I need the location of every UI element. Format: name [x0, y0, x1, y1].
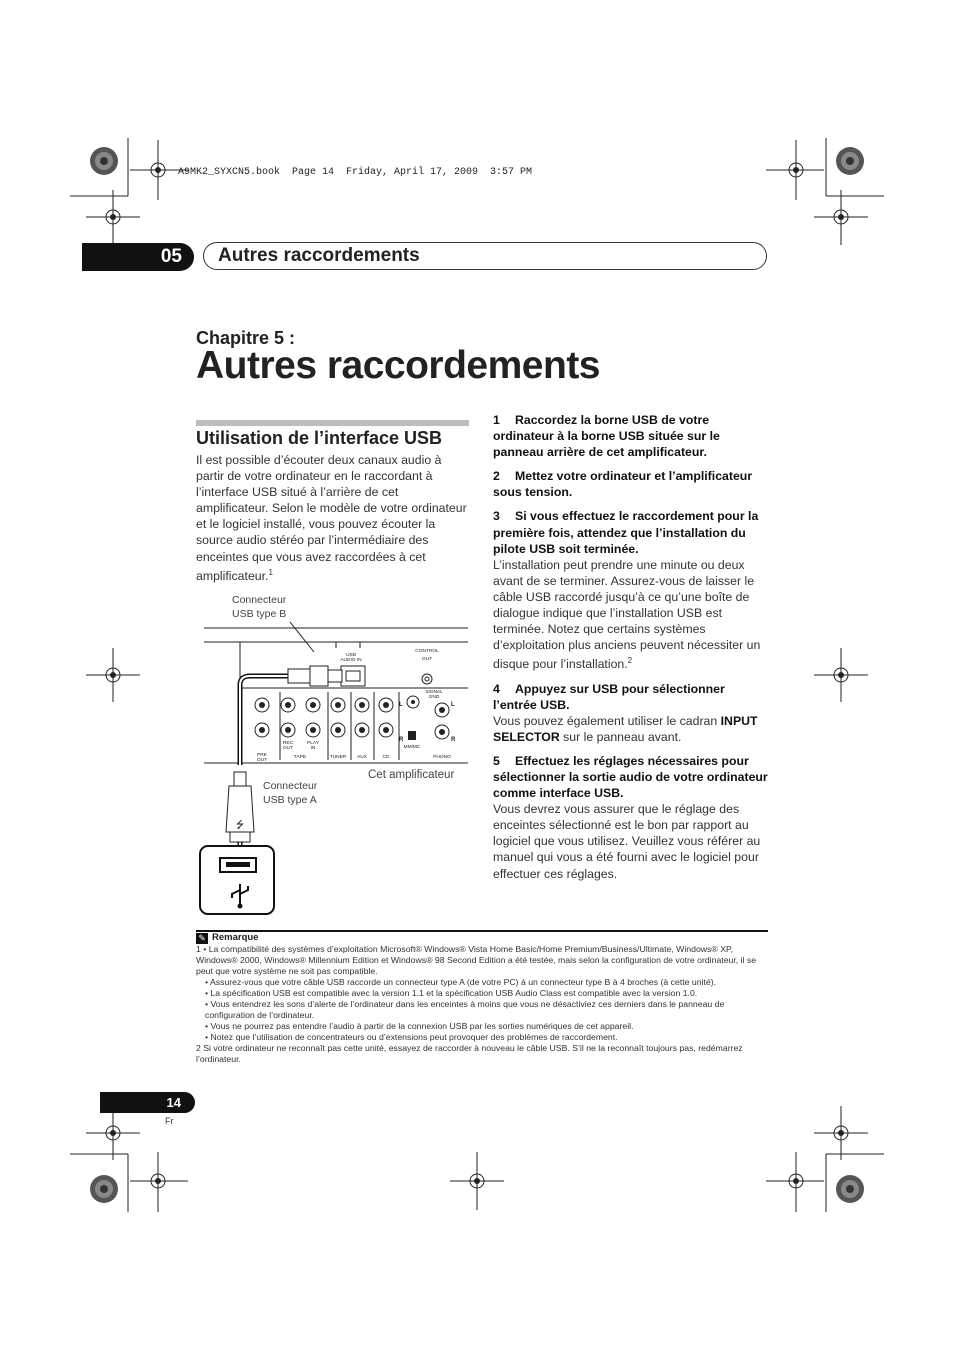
step-4-number: 4: [493, 681, 500, 696]
note-line-6: • Notez que l’utilisation de concentrateurs ou d’extensions peut provoquer des problèmes de raccordement.: [205, 1032, 618, 1042]
step-2: [493, 468, 768, 500]
step-2-number: 2: [493, 469, 500, 484]
panel-aux-label: AUX: [357, 755, 367, 760]
remarque-title: Remarque: [212, 932, 259, 943]
note-line-3: • La spécification USB est compatible avec la version 1.1 et la spécification USB Audio Class est compatible avec la version 1.0.: [205, 988, 698, 998]
label-usb-type-b-line2: USB type B: [232, 608, 287, 620]
label-usb-type-a-line2: USB type A: [263, 794, 317, 806]
footnote-ref-1: 1: [268, 567, 273, 577]
panel-tape-label: TAPE: [293, 755, 307, 760]
panel-pre-label: PRE: [257, 753, 267, 758]
label-amplifier: Cet amplificateur: [368, 769, 455, 781]
step-3-text: [493, 557, 768, 673]
panel-rec-out-label: OUT: [282, 746, 294, 751]
remarque-notes: [196, 944, 768, 1065]
footnote-ref-2: 2: [627, 656, 633, 666]
section-intro: [196, 452, 471, 584]
panel-l-left: L: [399, 702, 403, 708]
step-3-title: Si vous effectuez le raccordement pour la première fois, attendez que l’installation du pilote USB soit terminée.: [493, 509, 759, 556]
panel-phono-label: PHONO: [433, 755, 451, 760]
note-line-5: • Vous ne pourrez pas entendre l’audio à partir de la connexion USB par les sorties numériques de cet appareil.: [205, 1021, 634, 1031]
step-5-text: Vous devrez vous assurer que le réglage des enceintes sélectionné est le bon par rapport au logiciel que vous utilisez. Veuillez vous référer au manuel qui vous a été fourni avec le logiciel pour effectuer ces réglages.: [493, 802, 761, 881]
step-4-body-bold: INPUT SELECTOR: [493, 713, 758, 744]
step-4: [493, 681, 768, 713]
panel-r-right: R: [451, 737, 456, 743]
computer-usb-port: [200, 846, 274, 914]
step-3-number: 3: [493, 509, 500, 524]
chapter-title: Autres raccordements: [196, 344, 600, 387]
step-4-body-post: sur le panneau avant.: [559, 729, 682, 744]
usb-logo-small: ⭍: [235, 820, 245, 831]
usb-type-b-plug: [288, 666, 342, 686]
step-3-body: L’installation peut prendre une minute ou deux avant de se terminer. Assurez-vous de laisser le câble USB raccordé jusqu’à ce qu’une boîte de dialogue indique que l’installation USB est terminée. Notez que certains systèmes d’exploitation plus anciens peuvent nécessiter un disque pour l’installation.: [493, 557, 761, 672]
panel-usb-label: USB: [346, 653, 356, 658]
label-usb-type-b-line1: Connecteur: [232, 594, 287, 606]
note-line-7: 2 Si votre ordinateur ne reconnaît pas cette unité, essayez de raccorder à nouveau le câble USB. S’il ne la reconnaît toujours pas, redémarrez l’ordinateur.: [196, 1043, 743, 1064]
step-3: [493, 508, 768, 556]
step-4-body-pre: Vous pouvez également utiliser le cadran: [493, 713, 721, 728]
label-usb-type-a-line1: Connecteur: [263, 780, 318, 792]
panel-control-label: CONTROL: [415, 649, 439, 654]
panel-out2-label: OUT: [256, 758, 268, 763]
panel-tuner-label: TUNER: [329, 755, 347, 760]
language-code: Fr: [165, 1116, 174, 1126]
section-rule: [196, 420, 469, 426]
rca-jacks: [255, 696, 449, 740]
file-header: A9MK2_SYXCN5.book Page 14 Friday, April 17, 2009 3:57 PM: [178, 167, 533, 178]
panel-cd-label: CD: [382, 755, 390, 760]
chapter-number-tab: 05: [82, 243, 194, 271]
chapter-label: Chapitre 5 :: [196, 328, 296, 348]
panel-l-right: L: [451, 702, 455, 708]
step-1-title: Raccordez la borne USB de votre ordinateur à la borne USB située sur le panneau arrière de cet amplificateur.: [493, 413, 720, 460]
step-1: [493, 412, 768, 460]
section-title: Utilisation de l’interface USB: [196, 428, 443, 448]
panel-gnd-label: GND: [428, 695, 440, 700]
panel-signal-label: SIGNAL: [425, 690, 443, 695]
step-4-text: [493, 713, 768, 745]
intro-text: Il est possible d’écouter deux canaux audio à partir de votre ordinateur en le raccordant à l’interface USB situé à l’arrière de cet amplificateur. Selon le modèle de votre ordinateur et le logiciel installé, vous pouvez écouter la source audio stéréo par l’intermédiaire des enceintes que vous avez raccordées à cet amplificateur.: [196, 453, 467, 583]
panel-play-label: PLAY: [307, 741, 319, 746]
chapter-header-title: Autres raccordements: [203, 242, 767, 270]
usb-type-a-plug: [226, 772, 254, 842]
steps-list: [493, 412, 768, 882]
page-number: 14: [100, 1092, 195, 1113]
note-line-1: 1 • La compatibilité des systèmes d’exploitation Microsoft® Windows® Vista Home Basic/Home Premium/Business/Ultimate, Windows® XP, Windows® 2000, Windows® Millennium Edition et Windows® 98 Second Edition a été testée, mais selon la configuration de votre ordinateur, il se peut que votre système ne soit pas compatible.: [196, 944, 757, 976]
panel-r-left: R: [399, 737, 404, 743]
panel-in-label: IN: [310, 746, 316, 751]
panel-out-label: OUT: [421, 657, 433, 662]
remarque-rule: [196, 930, 768, 932]
panel-rec-label: REC: [282, 741, 294, 746]
step-5: [493, 753, 768, 801]
note-pencil-icon: ✎: [196, 933, 208, 944]
step-5-number: 5: [493, 753, 500, 768]
step-5-title: Effectuez les réglages nécessaires pour sélectionner la sortie audio de votre ordinateur comme interface USB.: [493, 753, 768, 801]
note-line-4: • Vous entendrez les sons d’alerte de l’ordinateur dans les enceintes à moins que vous ne désactiviez ces derniers dans le panneau de configuration de l’ordinateur.: [205, 999, 725, 1020]
usb-connection-diagram: [196, 600, 471, 920]
panel-audio-in-label: AUDIO IN: [340, 658, 362, 663]
step-4-title: Appuyez sur USB pour sélectionner l’entrée USB.: [493, 681, 725, 712]
note-line-2: • Assurez-vous que votre câble USB raccorde un connecteur type A (de votre PC) à un connecteur type B à 4 broches (à cette unité).: [205, 977, 717, 987]
panel-mmmc-label: MM/MC: [403, 745, 421, 750]
step-1-number: 1: [493, 413, 500, 427]
step-2-title: Mettez votre ordinateur et l’amplificateur sous tension.: [493, 469, 753, 500]
